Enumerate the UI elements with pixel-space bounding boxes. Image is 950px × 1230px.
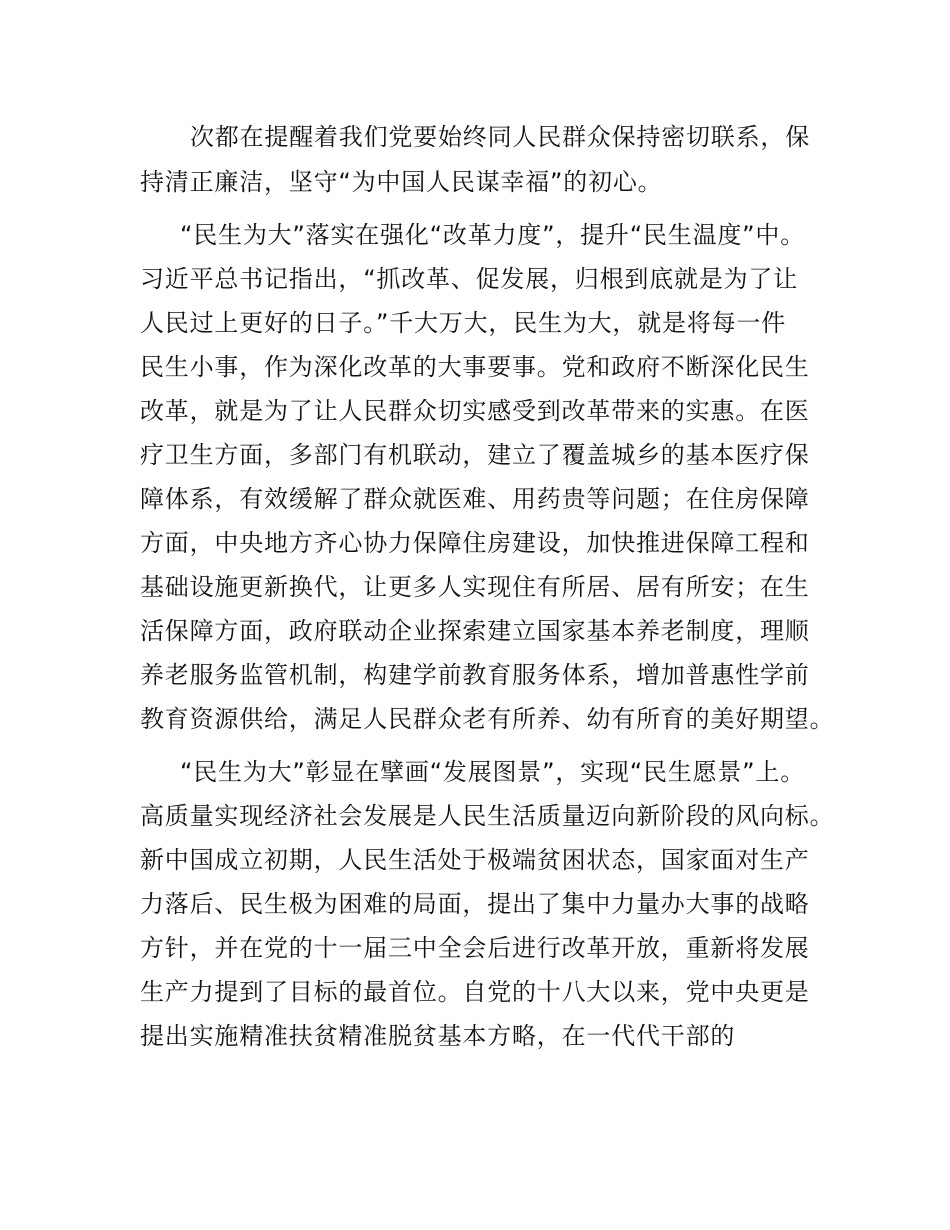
text-line-6 — [0, 347, 950, 387]
line-text: 持清正廉洁，坚守“为中国人民谋幸福”的初心。 — [140, 168, 663, 196]
text-line-15 — [0, 752, 950, 792]
text-line-5 — [0, 303, 950, 343]
line-text: 高质量实现经济社会发展是人民生活质量迈向新阶段的风向标。 — [140, 802, 835, 830]
line-text: 人民过上更好的日子。”千大万大，民生为大，就是将每一件 — [140, 309, 787, 337]
text-line-11 — [0, 567, 950, 607]
text-line-19 — [0, 928, 950, 968]
line-text: 改革，就是为了让人民群众切实感受到改革带来的实惠。在医 — [140, 397, 810, 425]
text-line-17 — [0, 840, 950, 880]
text-line-20 — [0, 972, 950, 1012]
text-line-8 — [0, 435, 950, 475]
line-text: 新中国成立初期，人民生活处于极端贫困状态，国家面对生产 — [140, 846, 810, 874]
line-text: 活保障方面，政府联动企业探索建立国家基本养老制度，理顺 — [140, 617, 810, 645]
line-text: 次都在提醒着我们党要始终同人民群众保持密切联系，保 — [190, 123, 810, 151]
text-line-9 — [0, 479, 950, 519]
text-line-12 — [0, 611, 950, 651]
line-text: 习近平总书记指出，“抓改革、促发展，归根到底就是为了让 — [140, 265, 799, 293]
text-line-3 — [0, 215, 950, 255]
line-text: 生产力提到了目标的最首位。自党的十八大以来，党中央更是 — [140, 978, 810, 1006]
line-text: 方面，中央地方齐心协力保障住房建设，加快推进保障工程和 — [140, 529, 810, 557]
text-line-4 — [0, 259, 950, 299]
text-line-14 — [0, 699, 950, 739]
line-text: 力落后、民生极为困难的局面，提出了集中力量办大事的战略 — [140, 890, 810, 918]
line-text: “民生为大”落实在强化“改革力度”，提升“民生温度”中。 — [180, 221, 805, 249]
text-line-1 — [0, 117, 950, 157]
text-line-7 — [0, 391, 950, 431]
line-text: 教育资源供给，满足人民群众老有所养、幼有所育的美好期望。 — [140, 705, 835, 733]
line-text: 基础设施更新换代，让更多人实现住有所居、居有所安；在生 — [140, 573, 810, 601]
line-text: 提出实施精准扶贫精准脱贫基本方略，在一代代干部的 — [140, 1022, 736, 1050]
text-line-13 — [0, 655, 950, 695]
text-line-10 — [0, 523, 950, 563]
line-text: “民生为大”彰显在擘画“发展图景”，实现“民生愿景”上。 — [180, 758, 805, 786]
line-text: 障体系，有效缓解了群众就医难、用药贵等问题；在住房保障 — [140, 485, 810, 513]
line-text: 方针，并在党的十一届三中全会后进行改革开放，重新将发展 — [140, 934, 810, 962]
text-line-18 — [0, 884, 950, 924]
text-line-2 — [0, 162, 950, 202]
line-text: 养老服务监管机制，构建学前教育服务体系，增加普惠性学前 — [140, 661, 810, 689]
text-line-21 — [0, 1016, 950, 1056]
text-line-16 — [0, 796, 950, 836]
line-text: 民生小事，作为深化改革的大事要事。党和政府不断深化民生 — [140, 353, 810, 381]
line-text: 疗卫生方面，多部门有机联动，建立了覆盖城乡的基本医疗保 — [140, 441, 810, 469]
